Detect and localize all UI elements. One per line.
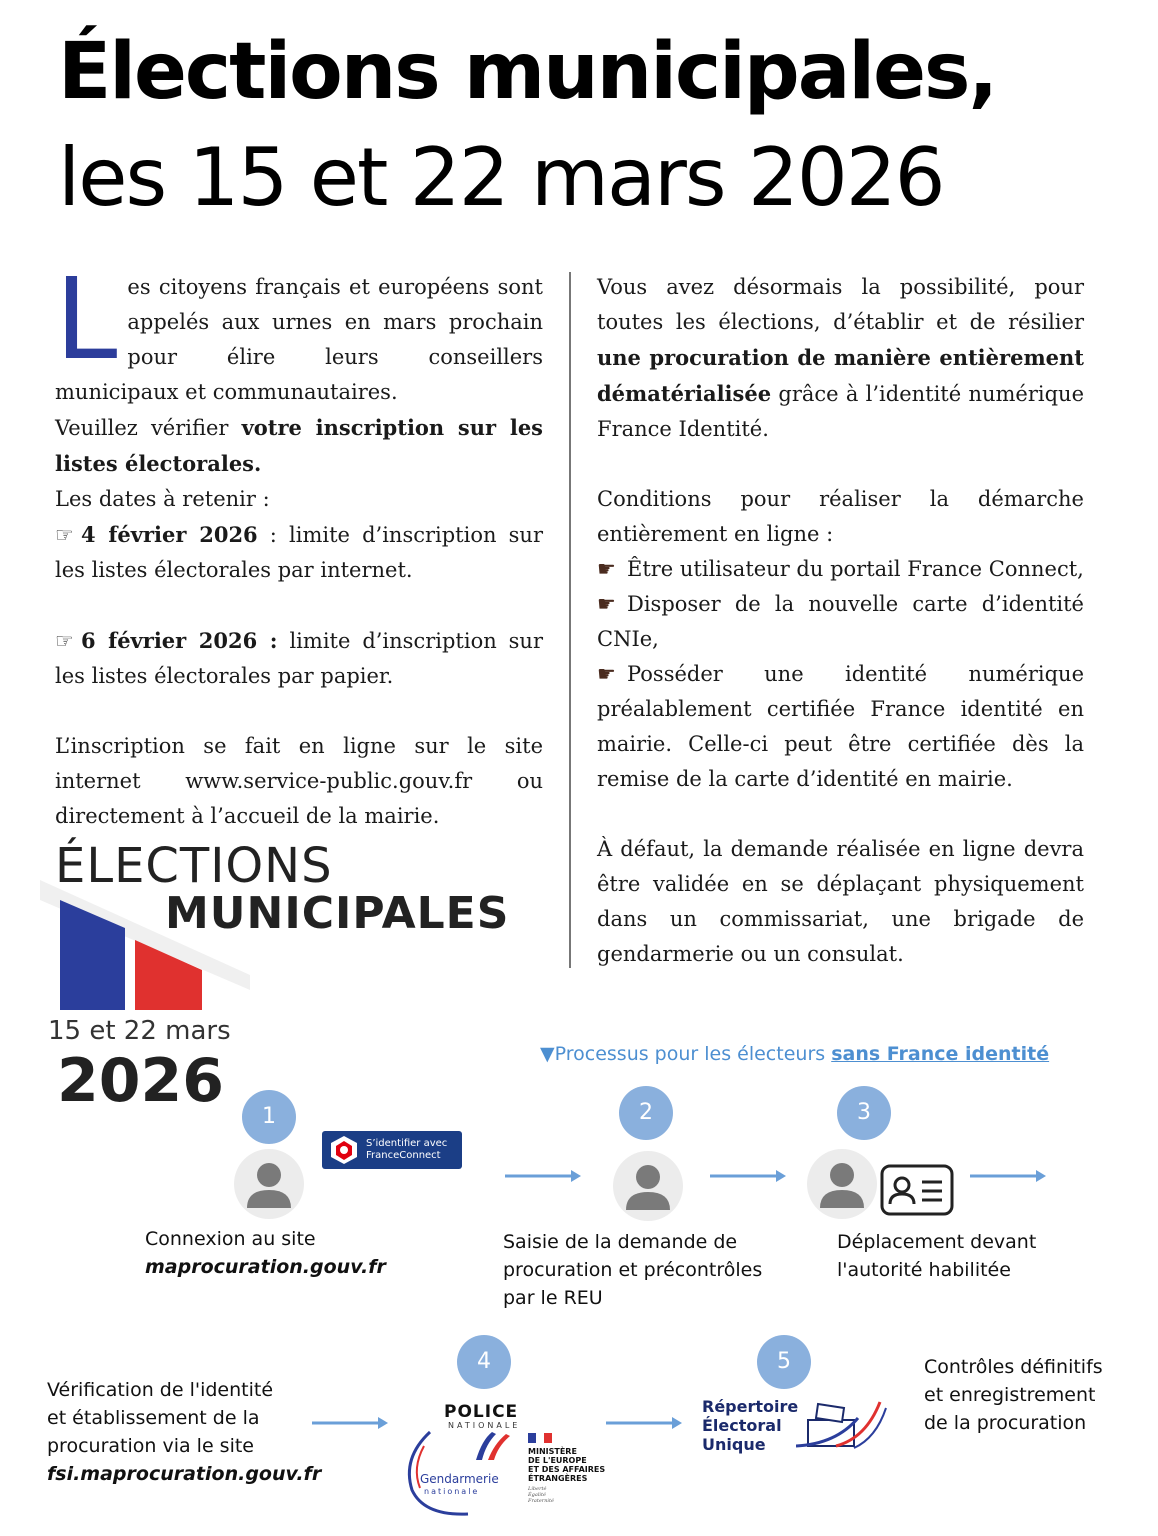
step-2-line-2: procuration et précontrôles — [503, 1259, 763, 1281]
step-5-circle: 5 — [757, 1335, 811, 1389]
step-3-line-2: l'autorité habilitée — [837, 1259, 1011, 1281]
user-icon — [612, 1150, 684, 1222]
dropcap-letter: L — [55, 255, 118, 385]
ministere-motto — [528, 1486, 554, 1504]
process-title — [540, 1043, 1049, 1065]
reu-logo-text — [702, 1397, 798, 1454]
logo-municipales-text: MUNICIPALES — [165, 888, 510, 939]
ministere-line: ET DES AFFAIRES — [528, 1465, 606, 1474]
page-title: Élections municipales, — [58, 27, 997, 117]
procuration-bold: une procuration de manière entièrement dématérialisée — [597, 345, 1084, 406]
step-4-line-3: procuration via le site — [47, 1435, 254, 1457]
online-paragraph: L’inscription se fait en ligne sur le site internet www.service-public.gouv.fr ou directement à l’accueil de la mairie. — [55, 734, 543, 828]
verify-paragraph — [55, 410, 543, 482]
date-2-label: 6 février 2026 : — [81, 628, 278, 653]
step-5-line-3: de la procuration — [924, 1412, 1087, 1434]
step-3-text — [837, 1228, 1036, 1284]
ballot-box-icon — [796, 1398, 888, 1450]
date-2-text: limite d’inscription sur les listes électorales par papier. — [55, 629, 543, 688]
logo-year-text: 2026 — [57, 1046, 224, 1116]
marianne-flag-icon — [528, 1433, 552, 1443]
default-paragraph: À défaut, la demande réalisée en ligne devra être validée en se déplaçant physiquement dans un commissariat, une brigade de gendarmerie ou un consulat. — [597, 837, 1084, 966]
step-4-url: fsi.maprocuration.gouv.fr — [47, 1463, 322, 1485]
step-5-line-1: Contrôles définitifs — [924, 1356, 1103, 1378]
motto-line: Fraternité — [528, 1498, 554, 1504]
step-4-line-2: et établissement de la — [47, 1407, 260, 1429]
pointing-hand-icon: ☞ — [55, 629, 74, 653]
motto-line: Liberté — [528, 1486, 547, 1492]
verify-bold: votre inscription sur les listes électorales. — [55, 415, 543, 476]
dates-heading: Les dates à retenir : — [55, 487, 270, 511]
step-4-circle: 4 — [457, 1335, 511, 1389]
arrow-right-icon — [970, 1164, 1046, 1188]
franceconnect-label-1: S’identifier avec — [366, 1138, 448, 1149]
franceconnect-label-2: FranceConnect — [366, 1150, 441, 1161]
step-1-url: maprocuration.gouv.fr — [145, 1256, 386, 1278]
page-subtitle-dates: les 15 et 22 mars 2026 — [58, 131, 944, 224]
intro-text: es citoyens français et européens sont appelés aux urnes en mars prochain pour élire leurs conseillers municipaux et communautaires. — [55, 275, 543, 404]
step-2-line-1: Saisie de la demande de — [503, 1231, 738, 1253]
user-icon — [806, 1148, 878, 1220]
conditions-heading: Conditions pour réaliser la démarche entièrement en ligne : — [597, 487, 1084, 546]
motto-line: Égalité — [528, 1492, 546, 1498]
procuration-start: Vous avez désormais la possibilité, pour toutes les élections, d’établir et de résilier — [597, 275, 1084, 334]
verify-prefix: Veuillez vérifier — [55, 416, 242, 440]
reu-line: Unique — [702, 1435, 766, 1454]
pointing-hand-icon: ☛ — [597, 592, 616, 616]
condition-item — [597, 587, 1084, 657]
pointing-hand-icon: ☛ — [597, 557, 616, 581]
ministere-line: ÉTRANGÈRES — [528, 1474, 588, 1483]
procuration-end: grâce à l’identité numérique France Identité. — [597, 382, 1084, 441]
date-1-text: : limite d’inscription sur les listes électorales par internet. — [55, 523, 543, 582]
step-2-line-3: par le REU — [503, 1287, 603, 1309]
arrow-right-icon — [710, 1164, 786, 1188]
step-1-circle: 1 — [242, 1090, 296, 1144]
logo-dates-text: 15 et 22 mars — [48, 1016, 231, 1046]
pointing-hand-icon: ☛ — [597, 662, 616, 686]
ministere-line: DE L'EUROPE — [528, 1456, 587, 1465]
gendarmerie-logo-title: Gendarmerie — [420, 1472, 499, 1486]
ministere-line: MINISTÈRE — [528, 1447, 577, 1456]
logo-elections-text: ÉLECTIONS — [55, 838, 333, 894]
left-column — [55, 255, 543, 834]
step-4-text — [47, 1376, 321, 1488]
arrow-right-icon — [312, 1411, 388, 1435]
step-3-line-1: Déplacement devant — [837, 1231, 1037, 1253]
franceconnect-button[interactable] — [322, 1131, 462, 1169]
pointing-hand-icon: ☞ — [55, 523, 74, 547]
condition-text: Être utilisateur du portail France Connect, — [627, 557, 1084, 581]
condition-text: Posséder une identité numérique préalablement certifiée France identité en mairie. Celle-ci peut être certifiée dès la remise de la carte d’identité en mairie. — [597, 662, 1084, 791]
gendarmerie-logo-subtitle: nationale — [424, 1487, 480, 1496]
step-3-circle: 3 — [837, 1086, 891, 1140]
process-title-prefix: ▼Processus pour les électeurs — [540, 1043, 832, 1065]
date-1-label: 4 février 2026 — [81, 522, 258, 547]
reu-line: Répertoire — [702, 1397, 799, 1416]
step-5-line-2: et enregistrement — [924, 1384, 1096, 1406]
process-title-link[interactable]: sans France identité — [831, 1043, 1050, 1065]
date-item-2 — [55, 623, 543, 694]
condition-item — [597, 657, 1084, 797]
date-item-1 — [55, 517, 543, 588]
arrow-right-icon — [606, 1411, 682, 1435]
step-2-text — [503, 1228, 762, 1312]
intro-paragraph — [55, 255, 543, 410]
condition-item — [597, 552, 1084, 587]
ministere-logo — [528, 1447, 605, 1483]
police-logo-subtitle: NATIONALE — [448, 1421, 521, 1430]
reu-line: Électoral — [702, 1416, 782, 1435]
step-2-circle: 2 — [619, 1086, 673, 1140]
right-column — [597, 270, 1084, 972]
step-4-line-1: Vérification de l'identité — [47, 1379, 274, 1401]
id-card-icon — [880, 1164, 954, 1216]
arrow-right-icon — [505, 1164, 581, 1188]
step-1-text — [145, 1225, 386, 1281]
police-logo-title: POLICE — [444, 1402, 519, 1422]
column-divider — [569, 272, 571, 968]
franceconnect-icon — [330, 1135, 358, 1165]
step-1-line-1: Connexion au site — [145, 1228, 316, 1250]
user-icon — [233, 1148, 305, 1220]
step-5-text — [924, 1353, 1103, 1437]
condition-text: Disposer de la nouvelle carte d’identité CNIe, — [597, 592, 1084, 651]
procuration-paragraph — [597, 270, 1084, 447]
